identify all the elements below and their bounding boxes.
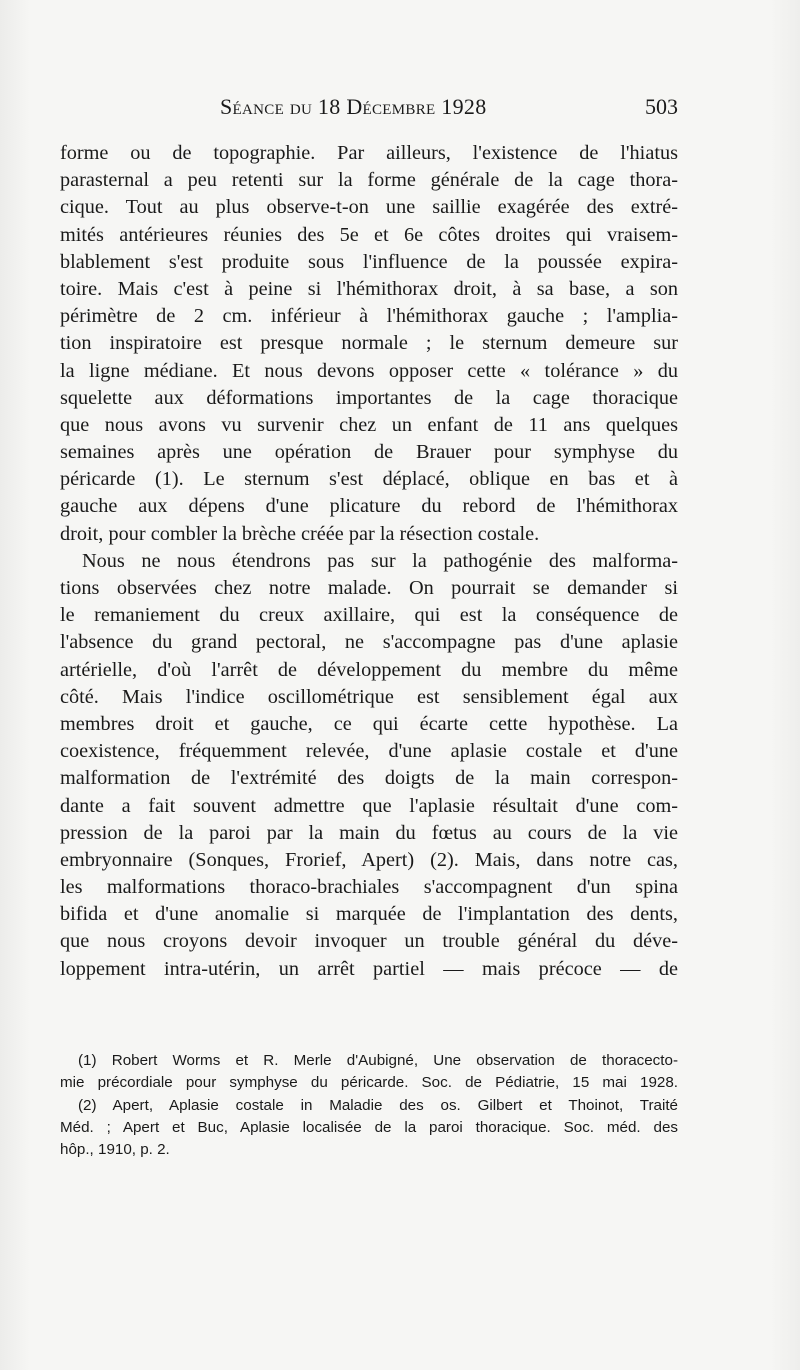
- text-line: pression de la paroi par la main du fœtus au cours de la vie: [60, 821, 678, 844]
- text-line: périmètre de 2 cm. inférieur à l'hémithorax gauche ; l'amplia-: [60, 305, 678, 328]
- body-text: [60, 140, 678, 983]
- text-line: tion inspiratoire est presque normale ; le sternum demeure sur: [60, 332, 678, 355]
- text-line: parasternal a peu retenti sur la forme générale de la cage thora-: [60, 169, 678, 192]
- text-line: gauche aux dépens d'une plicature du rebord de l'hémithorax: [60, 495, 678, 518]
- text-line: la ligne médiane. Et nous devons opposer cette « tolérance » du: [60, 359, 678, 382]
- running-head-day: 18: [317, 94, 341, 119]
- text-line: tions observées chez notre malade. On pourrait se demander si: [60, 577, 678, 599]
- text-line: que nous croyons devoir invoquer un trouble général du déve-: [60, 930, 678, 953]
- text-line: toire. Mais c'est à peine si l'hémithorax droit, à sa base, a son: [60, 277, 678, 300]
- text-line: malformation de l'extrémité des doigts de la main correspon-: [60, 767, 678, 790]
- footnote-2-cont: Méd. ; Apert et Buc, Aplasie localisée de la paroi thoracique. Soc. méd. des: [60, 1118, 678, 1136]
- text-line: loppement intra-utérin, un arrêt partiel — mais précoce — de: [60, 957, 678, 980]
- text-line: l'absence du grand pectoral, ne s'accompagne pas d'une aplasie: [60, 631, 678, 654]
- page-header: [60, 94, 678, 124]
- running-head-month: Décembre: [346, 94, 436, 119]
- text-line: le remaniement du creux axillaire, qui est la conséquence de: [60, 604, 678, 627]
- footnote-1-cont: mie précordiale pour symphyse du péricarde. Soc. de Pédiatrie, 15 mai 1928.: [60, 1074, 678, 1092]
- text-line: cique. Tout au plus observe-t-on une saillie exagérée des extré-: [60, 196, 678, 219]
- footnotes: [60, 1050, 678, 1161]
- text-line: membres droit et gauche, ce qui écarte cette hypothèse. La: [60, 712, 678, 735]
- text-line: blablement s'est produite sous l'influence de la poussée expira-: [60, 250, 678, 273]
- text-line: bifida et d'une anomalie si marquée de l'implantation des dents,: [60, 903, 678, 926]
- footnote-2-end: hôp., 1910, p. 2.: [60, 1141, 170, 1159]
- text-line: droit, pour combler la brèche créée par la résection costale.: [60, 522, 540, 545]
- text-line: semaines après une opération de Brauer pour symphyse du: [60, 441, 678, 464]
- text-line: que nous avons vu survenir chez un enfant de 11 ans quelques: [60, 413, 678, 436]
- text-line: péricarde (1). Le sternum s'est déplacé, oblique en bas et à: [60, 468, 678, 491]
- page-number: 503: [645, 94, 678, 119]
- text-line: Nous ne nous étendrons pas sur la pathogénie des malforma-: [82, 549, 678, 572]
- running-head-prefix: Séance du: [220, 94, 313, 119]
- text-line: artérielle, d'où l'arrêt de développement du membre du même: [60, 658, 678, 681]
- footnote-1: (1) Robert Worms et R. Merle d'Aubigné, Une observation de thoracecto-: [78, 1052, 678, 1069]
- text-line: coexistence, fréquemment relevée, d'une aplasie costale et d'une: [60, 740, 678, 763]
- text-line: côté. Mais l'indice oscillométrique est sensiblement égal aux: [60, 685, 678, 708]
- text-line: dante a fait souvent admettre que l'aplasie résultait d'une com-: [60, 794, 678, 817]
- running-head: [220, 94, 487, 120]
- text-line: forme ou de topographie. Par ailleurs, l'existence de l'hiatus: [60, 142, 678, 164]
- text-line: les malformations thoraco-brachiales s'accompagnent d'un spina: [60, 876, 678, 899]
- text-line: embryonnaire (Sonques, Frorief, Apert) (2). Mais, dans notre cas,: [60, 848, 678, 871]
- text-line: mités antérieures réunies des 5e et 6e côtes droites qui vraisem-: [60, 223, 678, 246]
- footnote-2: (2) Apert, Aplasie costale in Maladie des os. Gilbert et Thoinot, Traité: [78, 1096, 678, 1114]
- text-line: squelette aux déformations importantes de la cage thoracique: [60, 386, 678, 409]
- running-head-year: 1928: [441, 94, 487, 119]
